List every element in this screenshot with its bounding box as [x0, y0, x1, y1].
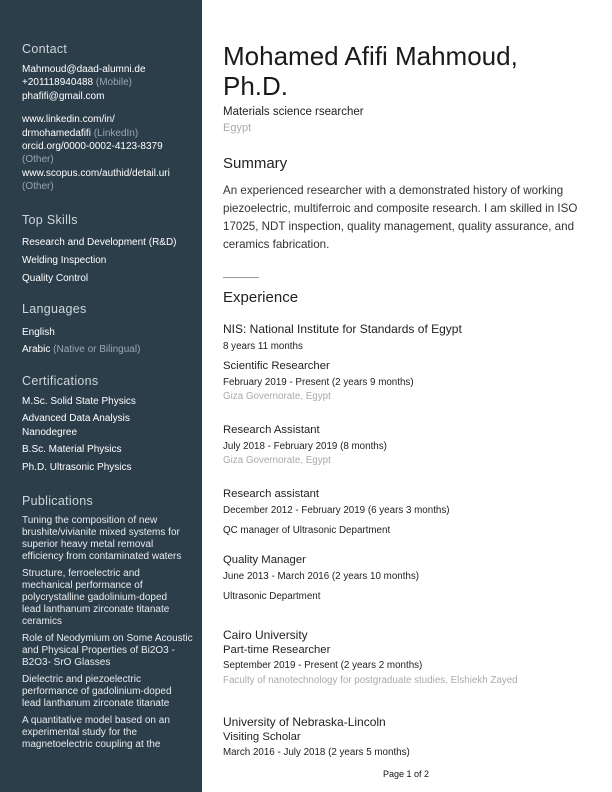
phone-type: (Mobile) [95, 77, 132, 89]
name [223, 41, 518, 101]
company-duration: 8 years 11 months [223, 341, 303, 352]
phone: +201118940488 [22, 77, 94, 89]
language-level: (Native or Bilingual) [53, 344, 141, 355]
job-location: Faculty of nanotechnology for postgraduate studies, Elshiekh Zayed [223, 675, 518, 686]
link-type: (Other) [22, 181, 54, 193]
sidebar [0, 0, 202, 792]
skill: Research and Development (R&D) [22, 237, 177, 248]
job-dates: March 2016 - July 2018 (2 years 5 months) [223, 747, 410, 758]
certification: M.Sc. Solid State Physics [22, 396, 136, 407]
scopus-link[interactable]: www.scopus.com/authid/detail.uri [22, 167, 170, 179]
job-location: Giza Governorate, Egypt [223, 391, 331, 402]
linkedin-link[interactable]: www.linkedin.com/in/ [22, 114, 115, 126]
certification: B.Sc. Material Physics [22, 444, 122, 456]
job-dates: July 2018 - February 2019 (8 months) [223, 441, 387, 452]
publications-heading: Publications [22, 494, 94, 508]
language: Arabic [22, 344, 51, 355]
job-dates: December 2012 - February 2019 (6 years 3 months) [223, 505, 450, 516]
certifications-heading: Certifications [22, 374, 99, 388]
link-type: (Other) [22, 154, 54, 166]
summary-text: An experienced researcher with a demonstrated history of working piezoelectric, multiferroic and composite research. I am skilled in ISO 17025, NDT inspection, quality management, quality assurance, and ceramics fabrication. [223, 184, 578, 251]
job-title: Scientific Researcher [223, 360, 330, 372]
languages-heading: Languages [22, 302, 87, 316]
email-link[interactable]: phafifi@gmail.com [22, 90, 105, 102]
headline: Materials science rsearcher [223, 106, 364, 118]
email-link[interactable]: Mahmoud@daad-alumni.de [22, 64, 146, 75]
job-dates: June 2013 - March 2016 (2 years 10 months) [223, 571, 420, 582]
job-title: Visiting Scholar [223, 731, 301, 743]
contact-info [22, 63, 170, 194]
summary-heading: Summary [223, 155, 288, 172]
experience-heading: Experience [223, 289, 299, 306]
job-description: QC manager of Ultrasonic Department [223, 525, 391, 536]
skill: Welding Inspection [22, 255, 107, 266]
divider [223, 277, 259, 278]
link-type: (LinkedIn) [93, 127, 139, 139]
company-name: NIS: National Institute for Standards of Egypt [223, 322, 462, 336]
job-title: Research assistant [223, 488, 320, 500]
skills-heading: Top Skills [22, 213, 78, 227]
name-line: Ph.D. [223, 71, 289, 101]
job-title: Part-time Researcher [223, 644, 331, 656]
publication: A quantitative model based on an experimental study for the magnetoelectric coupling at the [22, 715, 170, 750]
publication: Role of Neodymium on Some Acoustic and Physical Properties of Bi2O3 - B2O3- SrO Glasses [22, 633, 193, 668]
publication: Dielectric and piezoelectric performance of gadolinium-doped lead lanthanum zirconate titanate [22, 674, 172, 709]
publication: Structure, ferroelectric and mechanical performance of polycrystalline gadolinium-doped lead lanthanum zirconate titanate ceramics [22, 568, 170, 627]
location: Egypt [223, 122, 252, 134]
company-name: University of Nebraska-Lincoln [223, 715, 386, 729]
job-description: Ultrasonic Department [223, 591, 321, 602]
job-location: Giza Governorate, Egypt [223, 455, 331, 466]
orcid-link[interactable]: orcid.org/0000-0002-4123-8379 [22, 141, 163, 153]
job-dates: February 2019 - Present (2 years 9 months) [223, 377, 414, 388]
publication: Tuning the composition of new brushite/vivianite mixed systems for superior heavy metal removal efficiency from contaminated waters [22, 515, 182, 562]
page-number: Page 1 of 2 [383, 769, 430, 779]
name-line: Mohamed Afifi Mahmoud, [223, 41, 518, 71]
contact-heading: Contact [22, 42, 68, 56]
linkedin-link[interactable]: drmohamedafifi [22, 127, 91, 139]
skill: Quality Control [22, 273, 89, 284]
language: English [22, 327, 55, 338]
job-title: Research Assistant [223, 424, 320, 436]
company-name: Cairo University [223, 628, 308, 642]
job-title: Quality Manager [223, 554, 306, 566]
certification: Ph.D. Ultrasonic Physics [22, 461, 132, 473]
job-dates: September 2019 - Present (2 years 2 months) [223, 660, 423, 671]
certification: Advanced Data Analysis Nanodegree [22, 413, 130, 438]
